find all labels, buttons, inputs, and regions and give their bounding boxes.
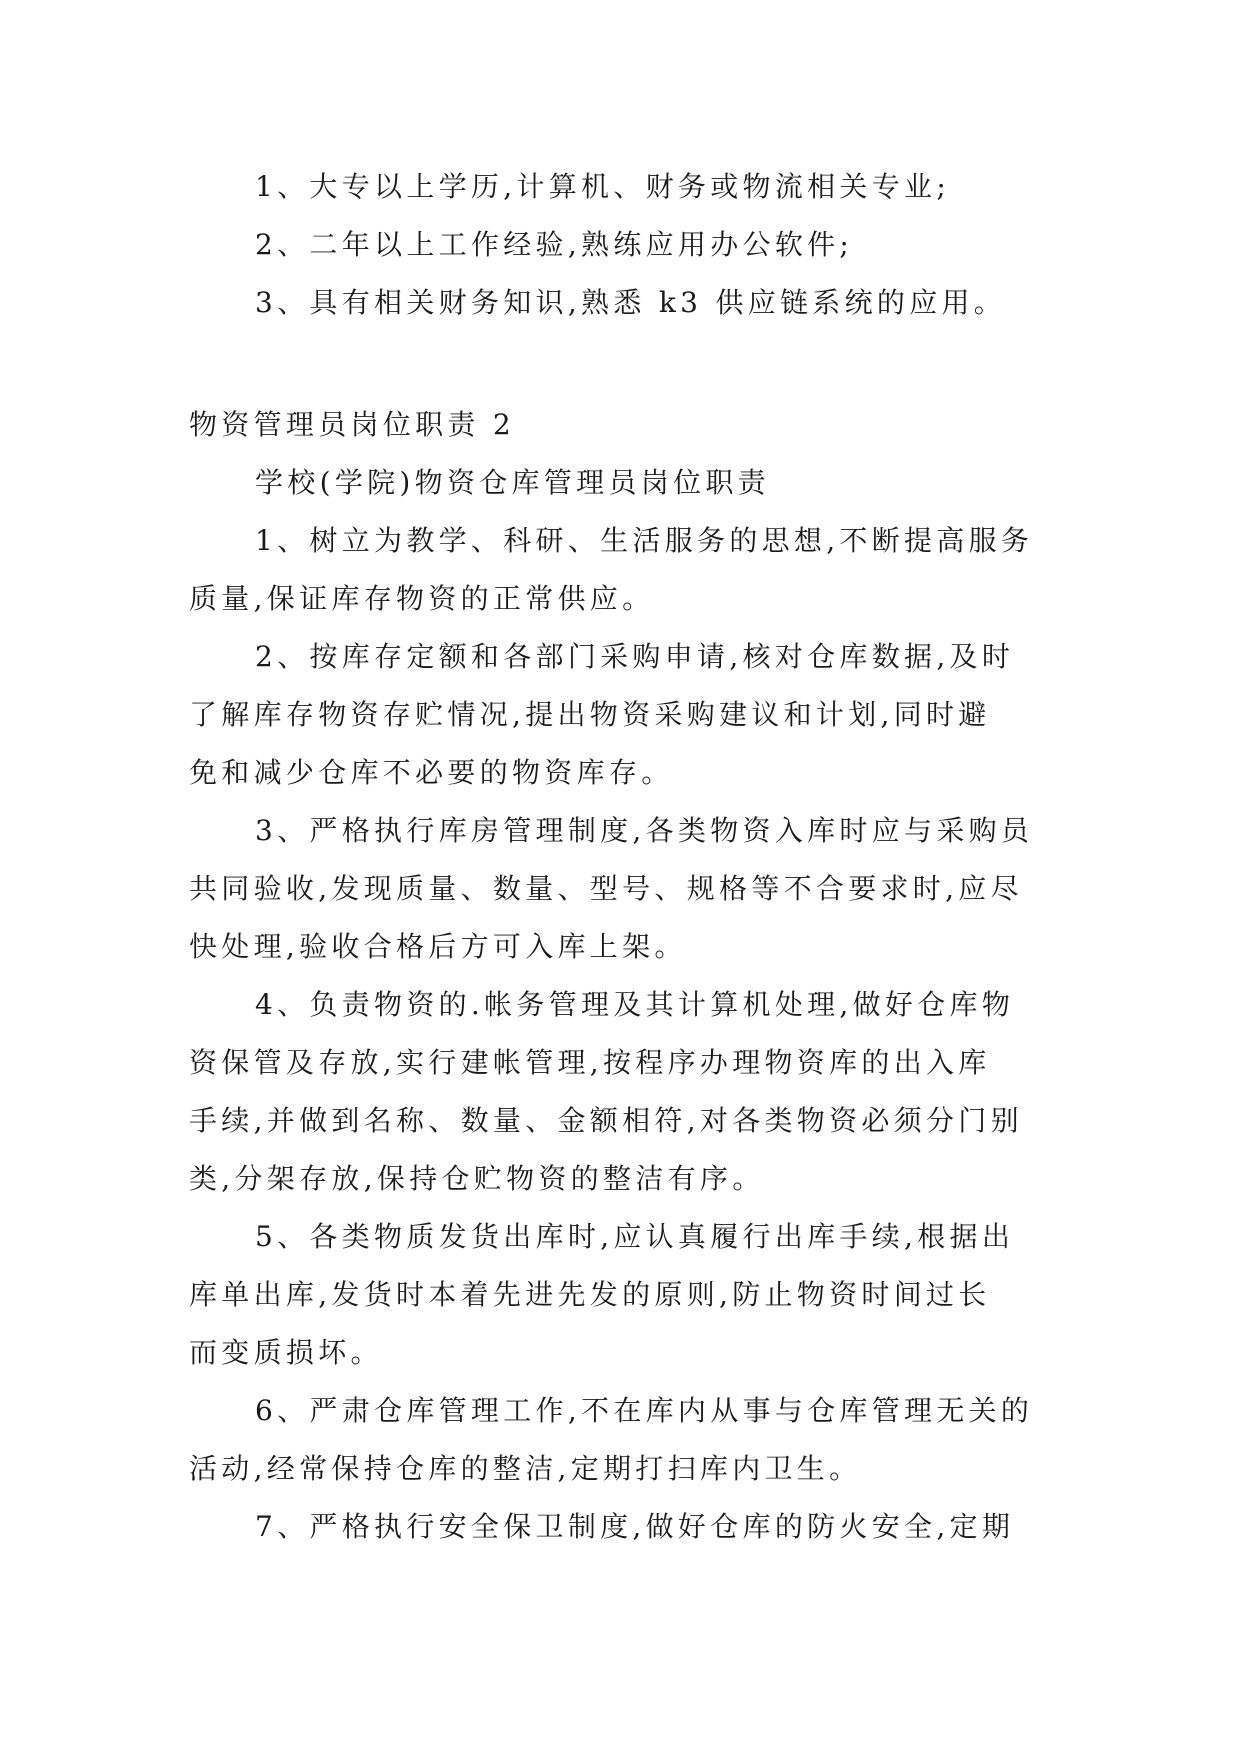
duty-1-line-2: 质量,保证库存物资的正常供应。 — [189, 582, 655, 615]
duty-2-line-3: 免和减少仓库不必要的物资库存。 — [189, 756, 674, 789]
duty-6-line-2: 活动,经常保持仓库的整洁,定期打扫库内卫生。 — [189, 1452, 862, 1485]
duty-3-line-1: 3、严格执行库房管理制度,各类物资入库时应与采购员 — [255, 814, 1034, 847]
duty-3-line-3: 快处理,验收合格后方可入库上架。 — [189, 930, 687, 963]
subtitle: 学校(学院)物资仓库管理员岗位职责 — [255, 466, 770, 499]
duty-5-line-3: 而变质损坏。 — [189, 1336, 383, 1369]
requirement-item-3: 3、具有相关财务知识,熟悉 k3 供应链系统的应用。 — [255, 286, 1007, 319]
requirements-list — [189, 158, 1049, 332]
duty-2-line-1: 2、按库存定额和各部门采购申请,核对仓库数据,及时 — [255, 640, 1015, 673]
duty-item-3 — [189, 802, 1049, 976]
duty-item-7 — [189, 1498, 1049, 1556]
duty-4-line-3: 手续,并做到名称、数量、金额相符,对各类物资必须分门别 — [189, 1104, 1023, 1137]
document-body — [189, 158, 1049, 1556]
duty-4-line-1: 4、负责物资的.帐务管理及其计算机处理,做好仓库物 — [255, 988, 1015, 1021]
section-title: 物资管理员岗位职责 2 — [189, 408, 516, 441]
duty-item-4 — [189, 976, 1049, 1208]
duty-item-6 — [189, 1382, 1049, 1498]
requirement-item-2: 2、二年以上工作经验,熟练应用办公软件; — [255, 228, 854, 261]
duty-6-line-1: 6、严肃仓库管理工作,不在库内从事与仓库管理无关的 — [255, 1394, 1034, 1427]
requirement-item-1: 1、大专以上学历,计算机、财务或物流相关专业; — [255, 170, 951, 203]
duty-item-1 — [189, 512, 1049, 628]
duty-7-line-1: 7、严格执行安全保卫制度,做好仓库的防火安全,定期 — [255, 1510, 1015, 1543]
duty-4-line-4: 类,分架存放,保持仓贮物资的整洁有序。 — [189, 1162, 765, 1195]
duty-2-line-2: 了解库存物资存贮情况,提出物资采购建议和计划,同时避 — [189, 698, 991, 731]
duty-5-line-2: 库单出库,发货时本着先进先发的原则,防止物资时间过长 — [189, 1278, 991, 1311]
duty-4-line-2: 资保管及存放,实行建帐管理,按程序办理物资库的出入库 — [189, 1046, 991, 1079]
duty-item-5 — [189, 1208, 1049, 1382]
duty-1-line-1: 1、树立为教学、科研、生活服务的思想,不断提高服务 — [255, 524, 1034, 557]
duty-5-line-1: 5、各类物质发货出库时,应认真履行出库手续,根据出 — [255, 1220, 1015, 1253]
duty-3-line-2: 共同验收,发现质量、数量、型号、规格等不合要求时,应尽 — [189, 872, 1023, 905]
duty-item-2 — [189, 628, 1049, 802]
